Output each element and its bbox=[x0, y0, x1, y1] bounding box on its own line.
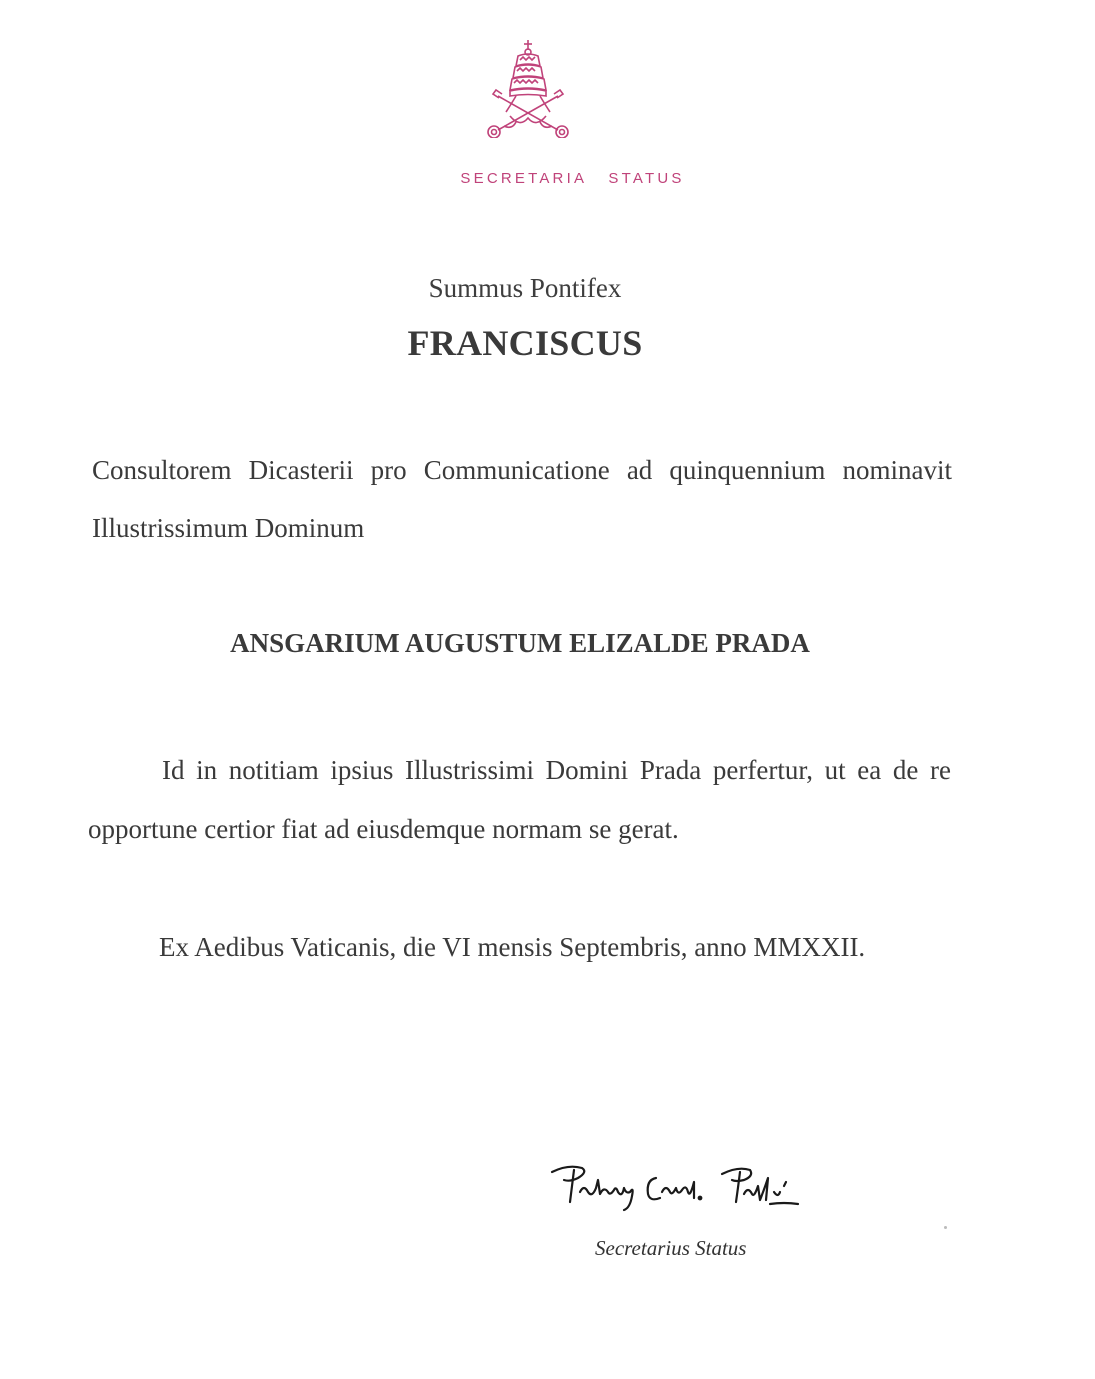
scan-speck bbox=[944, 1226, 947, 1229]
nomination-text-line-1: Consultorem Dicasterii pro Communicatione ad quinquennium nominavit bbox=[92, 455, 952, 485]
nominee-name: ANSGARIUM AUGUSTUM ELIZALDE PRADA bbox=[230, 628, 810, 658]
handwritten-signature bbox=[548, 1158, 808, 1218]
pontifex-name: FRANCISCUS bbox=[407, 323, 643, 363]
signatory-title: Secretarius Status bbox=[595, 1236, 747, 1260]
dateline: Ex Aedibus Vaticanis, die VI mensis Septembris, anno MMXXII. bbox=[159, 932, 866, 962]
nomination-text-line-2: Illustrissimum Dominum bbox=[92, 513, 365, 543]
papal-keys-tiara-icon bbox=[480, 38, 576, 138]
notice-text-line-2: opportune certior fiat ad eiusdemque normam se gerat. bbox=[88, 814, 679, 844]
pontifex-title: Summus Pontifex bbox=[428, 273, 622, 303]
notice-text-line-1: Id in notitiam ipsius Illustrissimi Domini Prada perfertur, ut ea de re bbox=[162, 755, 951, 785]
office-letterhead: SECRETARIA STATUS bbox=[460, 170, 685, 187]
